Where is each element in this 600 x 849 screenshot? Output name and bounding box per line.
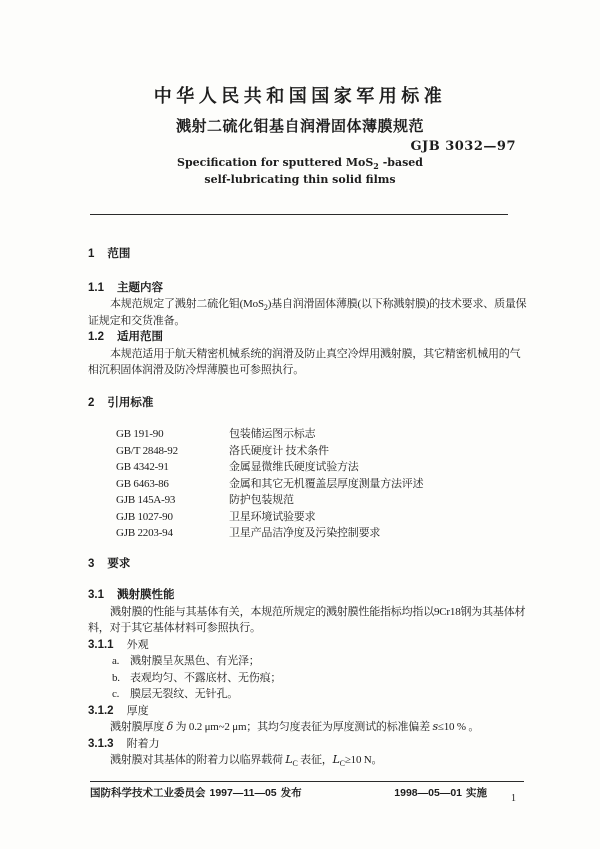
standard-code: GJB 1027-90: [116, 510, 173, 523]
issue-date: 1997—11—05: [209, 787, 277, 799]
standard-title: 卫星环境试验要求: [229, 510, 316, 523]
clause-1-2-text-line2: 相沉积固体润滑及防冷焊薄膜也可参照执行。: [88, 364, 304, 376]
clause-1-2-heading: 1.2 适用范围: [88, 331, 163, 343]
standard-row: [88, 426, 528, 443]
clause-3-1-2-heading: 3.1.2 厚度: [88, 704, 149, 717]
standard-title: 卫星产品洁净度及污染控制要求: [229, 527, 381, 539]
appearance-item-c: c. 膜层无裂纹、无针孔。: [112, 688, 238, 700]
section-2-heading: 2 引用标准: [88, 396, 154, 409]
standard-title: 包装储运图示标志: [229, 428, 316, 440]
standard-row: [88, 509, 528, 526]
clause-1-1-text-line1: 本规范规定了溅射二硫化钼(MoS$_2$)基自润滑固体薄膜(以下称溅射膜)的技术要求、质量保: [110, 298, 527, 313]
standard-row: [88, 525, 528, 542]
standard-subject-title: 溅射二硫化钼基自润滑固体薄膜规范: [175, 118, 424, 135]
implementation-date: 1998—05—01: [394, 787, 462, 799]
delta-symbol: δ: [166, 720, 173, 733]
standard-title: 洛氏硬度计 技术条件: [229, 444, 329, 457]
clause-1-2-text-line1: 本规范适用于航天精密机械系统的润滑及防止真空冷焊用溅射膜，其它精密机械用的气: [110, 347, 521, 360]
standard-code: GJB 145A-93: [116, 494, 176, 506]
Lc-symbol: L: [285, 753, 293, 766]
implementation-action: 实施: [466, 787, 487, 799]
section-1-heading: 1 范围: [88, 248, 131, 260]
national-standard-title: 中华人民共和国国家军用标准: [153, 86, 447, 106]
footer-implementation-info: [394, 785, 491, 800]
page-number: 1: [511, 793, 516, 804]
header-rule: [90, 214, 508, 215]
standard-row: [88, 459, 528, 476]
clause-3-1-heading: 3.1 溅射膜性能: [88, 589, 175, 601]
clause-1-1-heading: 1.1 主题内容: [88, 281, 163, 294]
issuing-body: 国防科学技术工业委员会: [90, 787, 206, 799]
standard-number: GJB 3032—97: [410, 139, 516, 154]
standard-code: GB 4342-91: [116, 461, 169, 473]
footer-issue-info: [90, 785, 306, 800]
footer-rule: [90, 781, 524, 782]
clause-3-1-2-text: 溅射膜厚度 δ 为 0.2 μm~2 μm；其均匀度表征为厚度测试的标准偏差 s≤10 % 。: [110, 720, 480, 733]
clause-1-1-text-line2: 证规定和交货准备。: [88, 314, 186, 327]
document-body: [88, 246, 528, 769]
clause-3-1-1-heading: 3.1.1 外观: [88, 638, 149, 651]
english-title-line2: self-lubricating thin solid films: [204, 173, 396, 186]
footer: [90, 785, 524, 800]
clause-3-1-text-line1: 溅射膜的性能与其基体有关，本规范所规定的溅射膜性能指标均指以9Cr18钢为其基体材: [110, 605, 526, 618]
standard-title: 防护包装规范: [229, 494, 294, 506]
standard-code: GB 6463-86: [116, 477, 169, 490]
clause-3-1-text-line2: 料，对于其它基体材料可参照执行。: [88, 622, 261, 634]
section-3-heading: 3 要求: [88, 557, 131, 570]
standard-row: [88, 492, 528, 509]
Lc-symbol: L: [332, 753, 340, 766]
clause-3-1-3-text: 溅射膜对其基体的附着力以临界载荷 $L_C$ 表征，$L_C\ge 10$ N。: [110, 753, 383, 769]
standard-title: 金属和其它无机覆盖层厚度测量方法评述: [229, 477, 424, 490]
english-title-line1: Specification for sputtered MoS$_2$ -based: [177, 156, 423, 172]
referenced-standards-list: [88, 426, 528, 542]
standard-title: 金属显微维氏硬度试验方法: [229, 461, 359, 473]
clause-3-1-3-heading: 3.1.3 附着力: [88, 737, 160, 750]
standard-code: GJB 2203-94: [116, 527, 173, 539]
appearance-item-b: b. 表观均匀、不露底材、无伤痕；: [112, 671, 282, 684]
s-symbol: s: [432, 720, 438, 733]
standard-code: GB 191-90: [116, 428, 164, 440]
issue-action: 发布: [280, 787, 302, 799]
standard-row: [88, 443, 528, 460]
appearance-item-a: a. 溅射膜呈灰黑色、有光泽；: [112, 655, 260, 667]
standard-code: GB/T 2848-92: [116, 444, 178, 457]
standard-row: [88, 476, 528, 493]
